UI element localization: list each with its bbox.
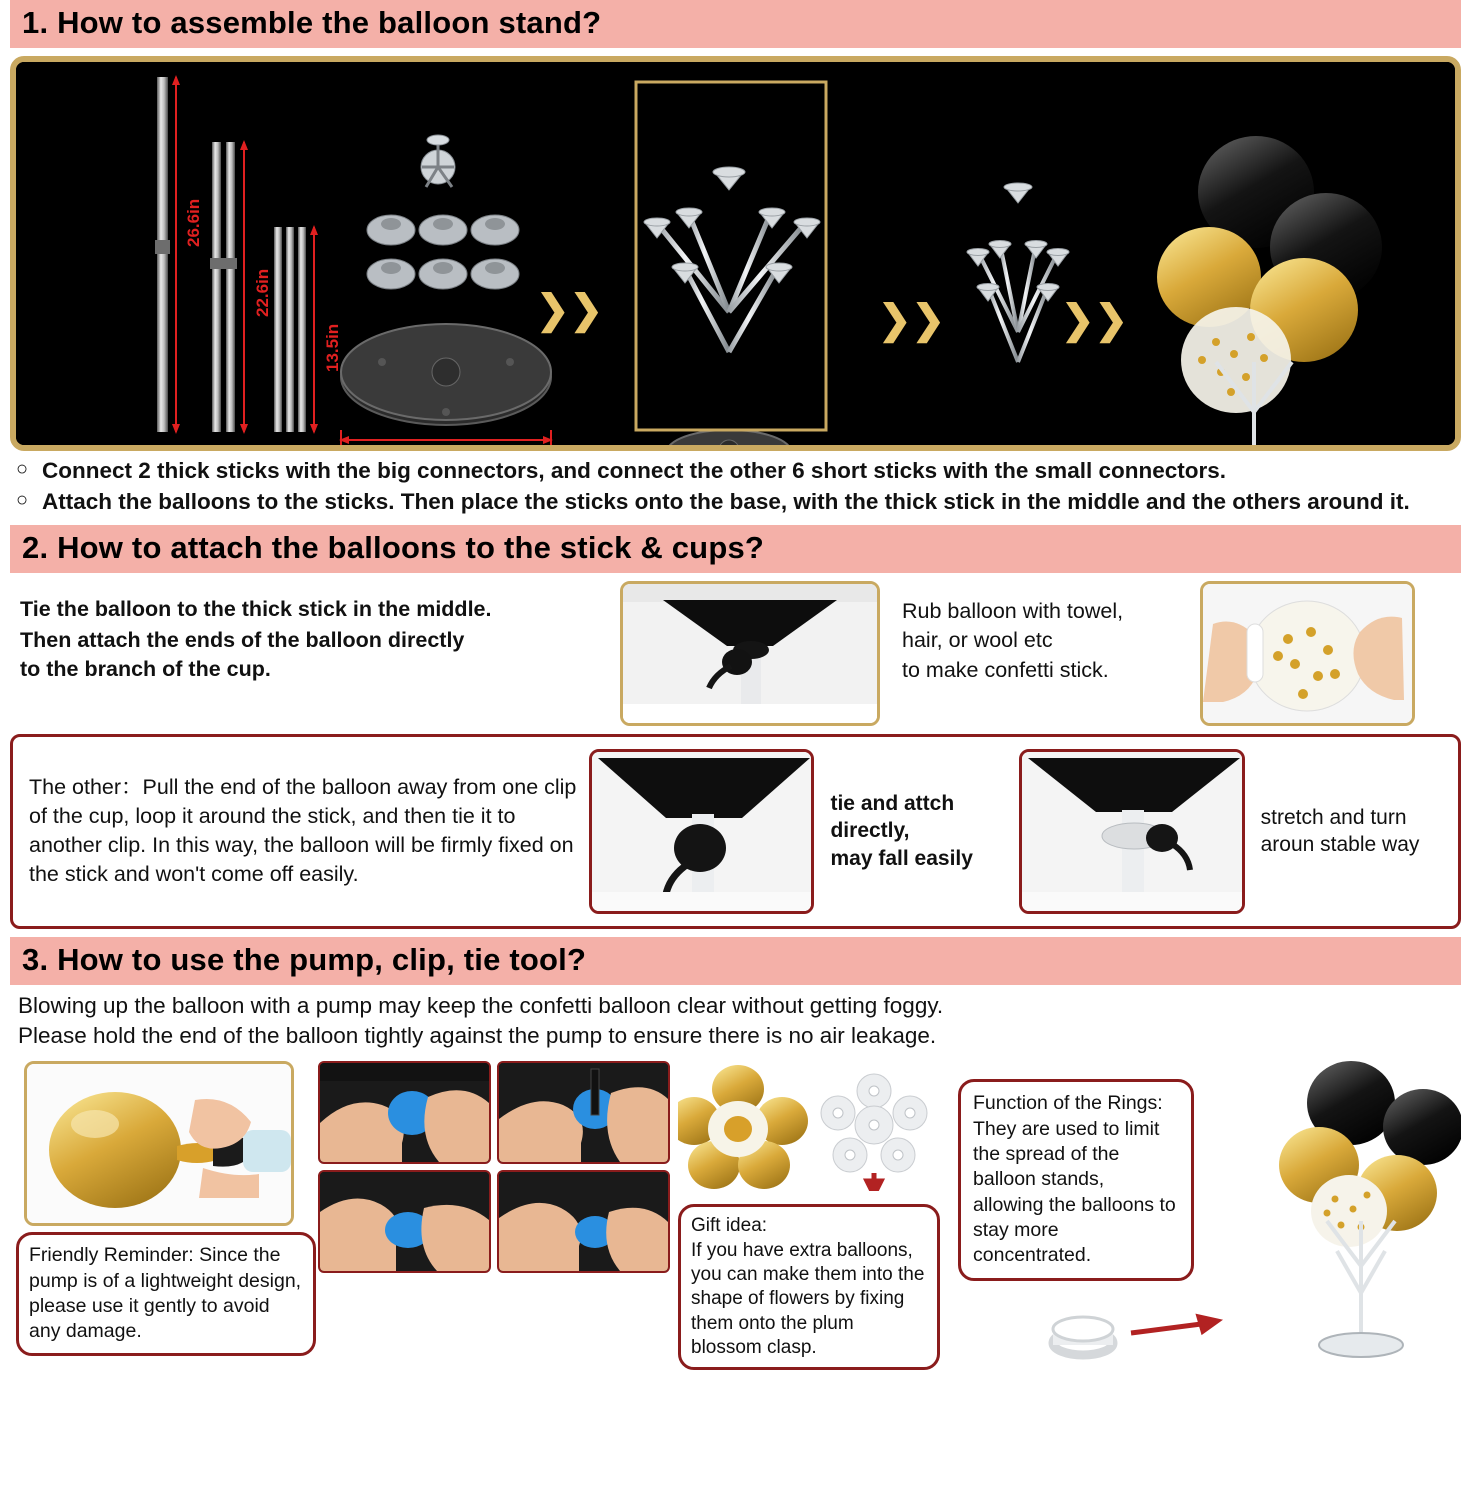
rings-function-bubble bbox=[958, 1079, 1194, 1280]
bullet-item bbox=[16, 457, 1455, 486]
photo-rub-svg bbox=[1203, 584, 1412, 723]
measurement-22in: 22.6in bbox=[253, 268, 272, 317]
section-2-header: 2. How to attach the balloons to the stick & cups? bbox=[10, 525, 1461, 573]
rings-function-text: Function of the Rings: They are used to limit the spread of the balloon stands, allowing the balloons to stay more concentrated. bbox=[973, 1092, 1176, 1267]
photo-clip-step-4-svg bbox=[499, 1172, 668, 1271]
bullet-text: Attach the balloons to the sticks. Then place the sticks onto the base, with the thick stick in the middle and the others around it. bbox=[42, 488, 1410, 514]
photo-tie-to-stick bbox=[620, 581, 880, 726]
photo-pump-svg bbox=[27, 1064, 291, 1223]
photo-clip-step-1 bbox=[318, 1061, 491, 1164]
clip-tie-tool-photos bbox=[318, 1061, 670, 1370]
friendly-reminder-text: Friendly Reminder: Since the pump is of a lightweight design, please use it gently to avoid any damage. bbox=[29, 1244, 302, 1343]
measurement-13in: 13.5in bbox=[323, 323, 342, 372]
caption-right-2: aroun stable way bbox=[1260, 833, 1420, 857]
friendly-reminder-bubble bbox=[16, 1232, 316, 1355]
alternate-method-text: The other：Pull the end of the balloon away from one clip of the cup, loop it around the stick, and then tie it to another clip. In this way, the balloon will be firmly fixed on the stick and won't come off easily. bbox=[29, 774, 577, 887]
arrow-step-3: ❯❯ bbox=[1061, 298, 1129, 342]
clip-photo-grid bbox=[318, 1061, 670, 1273]
photo-clip-step-1-svg bbox=[320, 1063, 489, 1162]
arrow-step-1: ❯❯ bbox=[536, 288, 604, 332]
rub-instruction-text bbox=[890, 581, 1190, 726]
alternate-method-panel bbox=[10, 734, 1461, 929]
measurement-7in bbox=[421, 444, 447, 451]
section-1-header: 1. How to assemble the balloon stand? bbox=[10, 0, 1461, 48]
photo-clip-step-2-svg bbox=[499, 1063, 668, 1162]
rub-line-1: Rub balloon with towel, bbox=[902, 598, 1124, 623]
bullet-text: Connect 2 thick sticks with the big connectors, and connect the other 6 short sticks with the small connectors. bbox=[42, 458, 1226, 483]
measurement-26in: 26.6in bbox=[184, 198, 203, 247]
bullet-marker: ○ bbox=[16, 488, 29, 511]
assembly-diagram-panel bbox=[10, 56, 1461, 451]
caption-left-3: may fall easily bbox=[830, 846, 973, 870]
caption-left-2: directly, bbox=[830, 819, 910, 843]
flower-balloon-illustration bbox=[678, 1061, 936, 1191]
caption-stretch-turn bbox=[1251, 804, 1452, 859]
section-3-header: 3. How to use the pump, clip, tie tool? bbox=[10, 937, 1461, 985]
gift-idea-bubble bbox=[678, 1204, 940, 1370]
photo-tie-directly-svg bbox=[592, 752, 815, 911]
caption-right-1: stretch and turn bbox=[1260, 805, 1407, 829]
section-3-paragraph-line-1: Blowing up the balloon with a pump may keep the confetti balloon clear without getting foggy. bbox=[18, 992, 944, 1018]
tie-line-3: to the branch of the cup. bbox=[20, 656, 271, 681]
tie-line-1: Tie the balloon to the thick stick in the middle. bbox=[20, 596, 492, 621]
gift-idea-title: Gift idea: bbox=[691, 1215, 768, 1237]
caption-left-1: tie and attch bbox=[830, 792, 955, 816]
gift-idea-text: If you have extra balloons, you can make them into the shape of flowers by fixing them onto the plum blossom clasp. bbox=[691, 1239, 925, 1358]
photo-clip-step-2 bbox=[497, 1061, 670, 1164]
section-3-paragraph bbox=[10, 985, 1461, 1052]
photo-stretch-turn-svg bbox=[1022, 752, 1245, 911]
caption-tie-directly bbox=[820, 790, 1013, 872]
tie-instruction-text bbox=[10, 581, 610, 726]
photo-tie-svg bbox=[623, 584, 877, 723]
section-3-images bbox=[10, 1061, 1461, 1370]
photo-clip-step-4 bbox=[497, 1170, 670, 1273]
section-3-paragraph-line-2: Please hold the end of the balloon tightly against the pump to ensure there is no air leakage. bbox=[18, 1022, 937, 1048]
photo-tie-directly bbox=[589, 749, 815, 914]
photo-clip-step-3-svg bbox=[320, 1172, 489, 1271]
gift-idea-column bbox=[678, 1061, 940, 1370]
section-1-bullets bbox=[10, 457, 1461, 517]
arrow-step-2: ❯❯ bbox=[878, 298, 946, 342]
pump-column bbox=[10, 1061, 310, 1370]
rings-column bbox=[948, 1061, 1461, 1370]
section-2-top-row bbox=[10, 581, 1461, 726]
bullet-item bbox=[16, 488, 1455, 517]
tie-line-2: Then attach the ends of the balloon directly bbox=[20, 627, 465, 652]
rub-line-2: hair, or wool etc bbox=[902, 628, 1053, 653]
photo-rub-confetti bbox=[1200, 581, 1415, 726]
bullet-marker: ○ bbox=[16, 458, 29, 480]
assembly-diagram-svg bbox=[16, 62, 1453, 445]
photo-pump-inflate bbox=[24, 1061, 294, 1226]
rub-line-3: to make confetti stick. bbox=[902, 657, 1109, 682]
photo-stretch-turn bbox=[1019, 749, 1245, 914]
photo-clip-step-3 bbox=[318, 1170, 491, 1273]
